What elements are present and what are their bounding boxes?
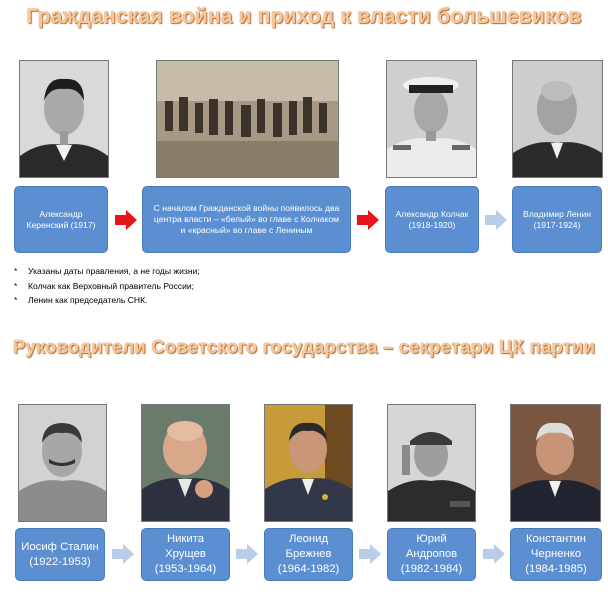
arrow-right-icon <box>236 544 258 564</box>
box-kolchak: Александр Колчак (1918-1920) <box>385 186 479 253</box>
section2-title: Руководители Советского государства – секретари ЦК партии <box>12 336 596 357</box>
note-item: * Ленин как председатель СНК. <box>14 293 200 308</box>
box-kerensky: Александр Керенский (1917) <box>14 186 108 253</box>
box-chernenko: Константин Черненко (1984-1985) <box>510 528 602 581</box>
arrow-right-icon <box>112 544 134 564</box>
portrait-stalin <box>18 404 107 522</box>
portrait-kerensky <box>19 60 109 178</box>
portrait-brezhnev <box>264 404 353 522</box>
notes-list <box>14 264 200 308</box>
arrow-right-icon <box>115 210 137 230</box>
portrait-kolchak <box>386 60 477 178</box>
note-item: * Колчак как Верховный правитель России; <box>14 279 200 294</box>
arrow-right-icon <box>357 210 379 230</box>
portrait-chernenko <box>510 404 601 522</box>
arrow-right-icon <box>485 210 507 230</box>
note-item: * Указаны даты правления, а не годы жизни; <box>14 264 200 279</box>
box-stalin: Иосиф Сталин (1922-1953) <box>15 528 105 581</box>
box-khrushchev: Никита Хрущев (1953-1964) <box>141 528 230 581</box>
civil-war-photo <box>156 60 339 178</box>
portrait-lenin <box>512 60 603 178</box>
box-andropov: Юрий Андропов (1982-1984) <box>387 528 476 581</box>
portrait-khrushchev <box>141 404 230 522</box>
box-civil-war: С началом Гражданской войны появилось два центра власти – «белый» во главе с Колчаком и «красный» во главе с Лениным <box>142 186 351 253</box>
arrow-right-icon <box>359 544 381 564</box>
section1-title: Гражданская война и приход к власти большевиков <box>26 5 582 28</box>
arrow-right-icon <box>483 544 505 564</box>
portrait-andropov <box>387 404 476 522</box>
box-lenin: Владимир Ленин (1917-1924) <box>512 186 602 253</box>
box-brezhnev: Леонид Брежнев (1964-1982) <box>264 528 353 581</box>
